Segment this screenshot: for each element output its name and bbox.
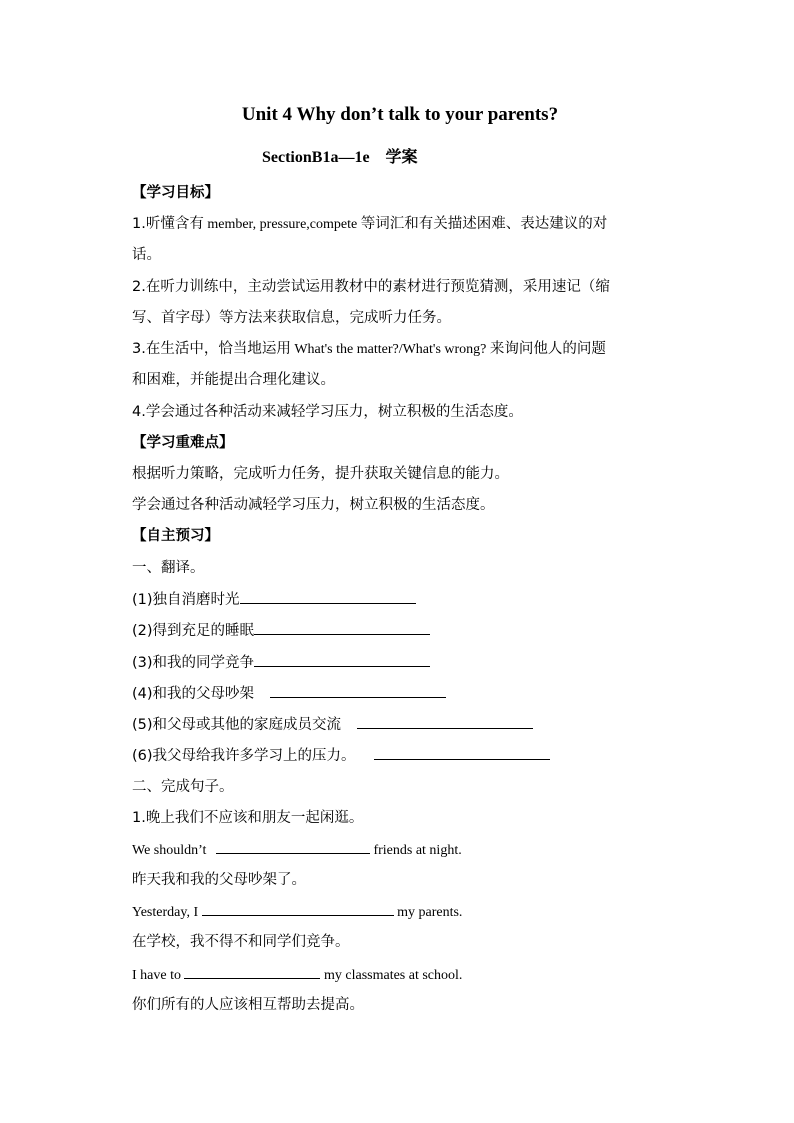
answer-blank[interactable] [357, 712, 533, 729]
translation-item [132, 650, 672, 675]
sentence-text: I have to [132, 968, 185, 983]
answer-blank[interactable] [240, 587, 416, 604]
sentence-4-chinese: 你们所有的人应该相互帮助去提高。 [132, 997, 364, 1013]
translation-prompt: (1)独自消磨时光 [132, 592, 240, 608]
preview-heading: 【自主预习】 [132, 528, 219, 544]
translation-item [132, 712, 672, 737]
answer-blank[interactable] [254, 650, 430, 667]
sentence-text: my parents. [393, 905, 463, 920]
sentence-1-chinese: 1.晚上我们不应该和朋友一起闲逛。 [132, 810, 364, 826]
translation-prompt: (6)我父母给我许多学习上的压力。 [132, 748, 356, 764]
answer-blank[interactable] [216, 837, 370, 854]
page-subtitle: SectionB1a—1e 学案 [262, 149, 418, 166]
objective-1-text-b: 等词汇和有关描述困难、表达建议的对 [360, 216, 608, 232]
translation-item [132, 681, 672, 706]
objective-1-text-en: member, pressure,compete [203, 217, 361, 232]
key-point-1: 根据听力策略，完成听力任务，提升获取关键信息的能力。 [132, 466, 509, 482]
sentence-text: my classmates at school. [320, 968, 463, 983]
sentence-text: friends at night. [369, 843, 462, 858]
objective-4: 4.学会通过各种活动来减轻学习压力，树立积极的生活态度。 [132, 404, 523, 420]
translation-prompt: (3)和我的同学竞争 [132, 655, 255, 671]
answer-blank[interactable] [254, 618, 430, 635]
sentence-3-chinese: 在学校，我不得不和同学们竞争。 [132, 934, 350, 950]
sentence-1-english [132, 837, 672, 863]
page-title: Unit 4 Why don’t talk to your parents? [241, 104, 559, 125]
objective-3-line-1 [132, 337, 672, 362]
translation-prompt: (2)得到充足的睡眠 [132, 623, 255, 639]
objective-1-text-a: 1.听懂含有 [132, 216, 204, 232]
sentence-2-english [132, 899, 672, 925]
objective-2-line-1: 2.在听力训练中，主动尝试运用教材中的素材进行预览猜测，采用速记（缩 [132, 279, 610, 295]
objective-3-line-2: 和困难，并能提出合理化建议。 [132, 372, 335, 388]
answer-blank[interactable] [184, 962, 320, 979]
objective-1-line-2: 话。 [132, 247, 161, 263]
objective-3-text-a: 3.在生活中，恰当地运用 [132, 341, 291, 357]
objective-1-line-1 [132, 212, 672, 237]
key-points-heading: 【学习重难点】 [132, 435, 234, 451]
translation-item [132, 587, 672, 612]
translation-item [132, 618, 672, 643]
translation-item [132, 743, 672, 768]
objective-2-line-2: 写、首字母）等方法来获取信息，完成听力任务。 [132, 310, 451, 326]
translation-prompt: (4)和我的父母吵架 [132, 686, 255, 702]
sentence-text: Yesterday, I [132, 905, 202, 920]
objective-3-text-en: What's the matter?/What's wrong? [290, 342, 490, 357]
objective-3-text-b: 来询问他人的问题 [489, 341, 606, 357]
key-point-2: 学会通过各种活动减轻学习压力，树立积极的生活态度。 [132, 497, 495, 513]
sentence-2-chinese: 昨天我和我的父母吵架了。 [132, 872, 306, 888]
objectives-heading: 【学习目标】 [132, 185, 219, 201]
sentence-text: We shouldn’t [132, 843, 210, 858]
translation-section-title: 一、翻译。 [132, 560, 205, 576]
answer-blank[interactable] [374, 743, 550, 760]
translation-prompt: (5)和父母或其他的家庭成员交流 [132, 717, 342, 733]
sentence-3-english [132, 962, 672, 988]
answer-blank[interactable] [270, 681, 446, 698]
sentences-section-title: 二、完成句子。 [132, 779, 234, 795]
answer-blank[interactable] [202, 899, 394, 916]
